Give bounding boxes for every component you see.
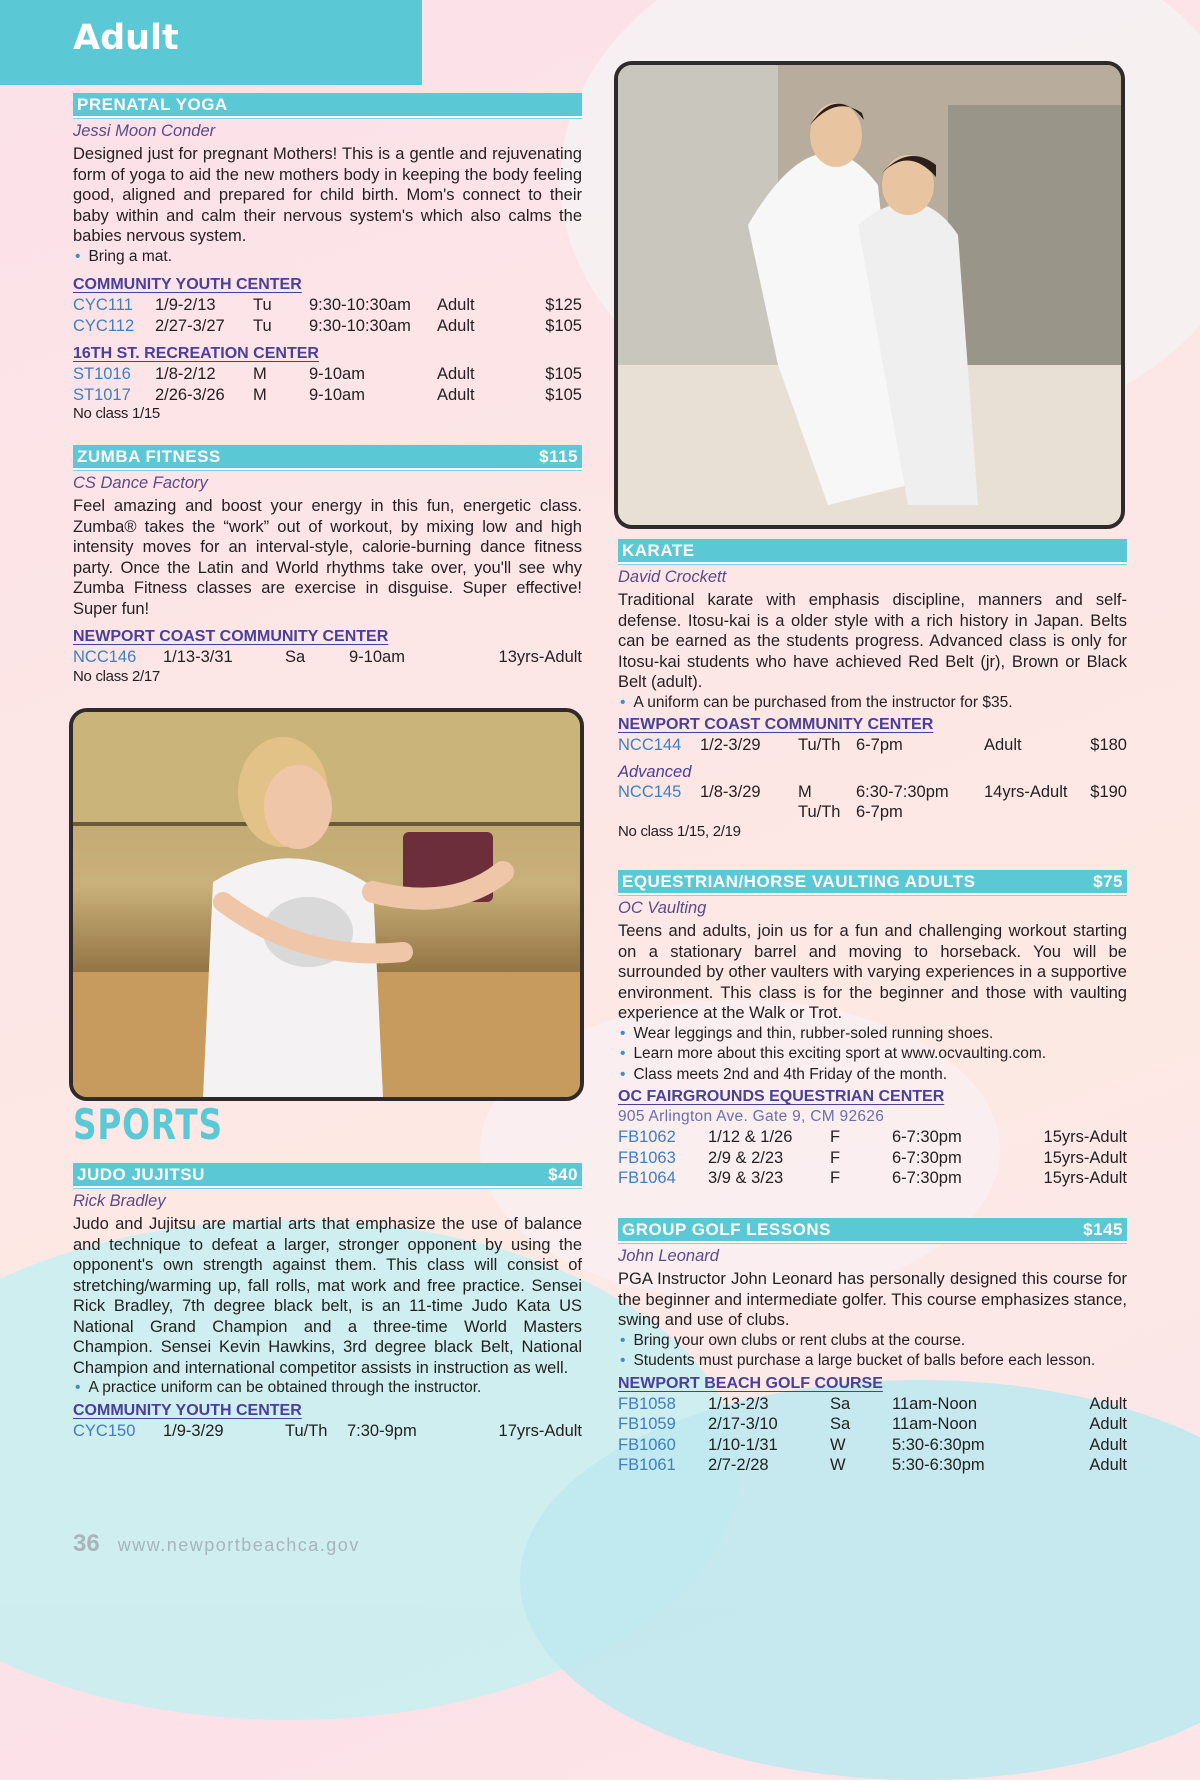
bullet-item: • Bring your own clubs or rent clubs at the course. <box>618 1331 1127 1352</box>
section-fee: $115 <box>539 447 578 466</box>
age: Adult <box>1089 1435 1127 1454</box>
fee: $125 <box>545 296 582 314</box>
table-row <box>618 1168 1127 1189</box>
bullet-item: • A uniform can be purchased from the instructor for $35. <box>618 693 1127 714</box>
table-row <box>73 295 582 316</box>
day: W <box>830 1435 846 1454</box>
age: Adult <box>1089 1394 1127 1413</box>
schedule-table <box>618 1127 1127 1189</box>
instructor-name: Rick Bradley <box>73 1192 166 1210</box>
table-row <box>73 647 582 668</box>
equestrian-section <box>618 870 1127 1189</box>
section-bar <box>73 1163 582 1188</box>
time: 5:30-6:30pm <box>892 1435 985 1454</box>
course-code[interactable]: FB1061 <box>618 1456 676 1474</box>
class-description: Feel amazing and boost your energy in this fun, energetic class. Zumba® takes the “work” out of workout, by mixing low and high intensity moves for an interval-style, calorie-burning dance fitness party. Once the Latin and World rhythms take over, you'll see why Zumba Fitness classes are exercise in disguise. Super effective! Super fun! <box>73 497 582 618</box>
golf-section <box>618 1218 1127 1476</box>
karate-illustration <box>618 65 1121 525</box>
table-row <box>618 1455 1127 1476</box>
course-code[interactable]: FB1062 <box>618 1128 676 1146</box>
schedule-table <box>73 295 582 336</box>
prenatal-yoga-section <box>73 93 582 423</box>
table-row <box>73 385 582 406</box>
section-fee: $40 <box>548 1165 578 1184</box>
age: Adult <box>984 736 1022 754</box>
fee: $105 <box>545 365 582 383</box>
age: Adult <box>1089 1415 1127 1433</box>
section-title: EQUESTRIAN/HORSE VAULTING ADULTS <box>622 872 976 891</box>
course-code[interactable]: CYC112 <box>73 316 135 335</box>
age: Adult <box>437 296 475 314</box>
section-bar <box>618 870 1127 895</box>
instructor-name: John Leonard <box>618 1247 719 1265</box>
age: 15yrs-Adult <box>1043 1169 1127 1187</box>
dates: 1/9-2/13 <box>155 296 216 314</box>
schedule-table <box>618 1394 1127 1476</box>
judo-section <box>73 1163 582 1441</box>
time: 6-7:30pm <box>892 1148 962 1167</box>
class-description: Traditional karate with emphasis discipline, manners and self-defense. Itosu-kai is a older style with a rich history in Japan. Belts can be earned as the students progress. Advanced class is only for Itosu-kai students who have achieved Red Belt (jr), Brown or Black Belt (adult). <box>618 591 1127 691</box>
section-title: GROUP GOLF LESSONS <box>622 1220 831 1239</box>
course-code[interactable]: ST1017 <box>73 385 131 404</box>
bullet-item: • Learn more about this exciting sport at www.ocvaulting.com. <box>618 1044 1127 1065</box>
karate-photo <box>614 61 1125 529</box>
page-title: Adult <box>73 18 179 58</box>
dates: 1/2-3/29 <box>700 736 761 754</box>
day: Sa <box>285 648 306 666</box>
schedule-table <box>618 735 1127 756</box>
table-row <box>618 1148 1127 1169</box>
course-code[interactable]: CYC150 <box>73 1421 136 1440</box>
bullet-item: • Students must purchase a large bucket of balls before each lesson. <box>618 1351 1127 1372</box>
section-bar <box>618 1218 1127 1243</box>
day: Tu/Th <box>798 803 841 821</box>
bullet-item: • Class meets 2nd and 4th Friday of the month. <box>618 1065 1127 1086</box>
day: F <box>830 1128 841 1146</box>
age <box>984 802 1076 823</box>
time: 9-10am <box>349 648 405 666</box>
header-bar <box>0 0 422 85</box>
dates: 3/9 & 3/23 <box>708 1169 784 1187</box>
bullet-item: • A practice uniform can be obtained through the instructor. <box>73 1378 582 1399</box>
dates: 2/27-3/27 <box>155 316 225 335</box>
fee: $105 <box>545 316 582 335</box>
instructor-name: David Crockett <box>618 568 727 586</box>
age: 14yrs-Adult <box>984 782 1068 801</box>
age: 17yrs-Adult <box>498 1421 582 1440</box>
table-row <box>73 1421 582 1442</box>
fee <box>1076 802 1127 823</box>
page-number: 36 <box>73 1530 100 1557</box>
schedule-table <box>73 647 582 668</box>
age: Adult <box>1089 1456 1127 1474</box>
dates: 2/9 & 2/23 <box>708 1148 784 1167</box>
instructor-name: OC Vaulting <box>618 899 707 917</box>
course-code[interactable]: FB1059 <box>618 1415 676 1433</box>
section-bar <box>73 93 582 118</box>
table-row <box>618 1435 1127 1456</box>
table-row <box>618 1127 1127 1148</box>
zumba-section <box>73 445 582 686</box>
course-code[interactable]: CYC111 <box>73 296 133 314</box>
day: M <box>798 782 812 801</box>
dates: 1/8-3/29 <box>700 782 761 801</box>
time: 6-7:30pm <box>892 1169 962 1187</box>
day: Tu <box>253 316 272 335</box>
dates: 1/9-3/29 <box>163 1421 224 1440</box>
day: Tu/Th <box>285 1421 328 1440</box>
location-name[interactable]: OC FAIRGROUNDS EQUESTRIAN CENTER <box>618 1088 945 1105</box>
section-title: ZUMBA FITNESS <box>77 447 221 466</box>
section-title: KARATE <box>622 541 695 560</box>
day: Sa <box>830 1394 851 1413</box>
age: 13yrs-Adult <box>498 648 582 666</box>
day: Sa <box>830 1415 851 1433</box>
schedule-note: No class 2/17 <box>73 667 160 685</box>
fee: $180 <box>1090 736 1127 754</box>
schedule-table <box>73 1421 582 1442</box>
schedule-table <box>73 364 582 405</box>
location-name[interactable]: 16TH ST. RECREATION CENTER <box>73 345 319 362</box>
dates: 1/8-2/12 <box>155 365 216 383</box>
dancer-illustration <box>73 712 580 1097</box>
course-code[interactable]: ST1016 <box>73 365 131 383</box>
table-row <box>618 782 1127 803</box>
sports-heading: SPORTS <box>73 1100 223 1149</box>
course-code[interactable]: FB1060 <box>618 1435 676 1454</box>
time: 6-7pm <box>856 803 903 821</box>
location-name[interactable]: COMMUNITY YOUTH CENTER <box>73 276 302 293</box>
karate-section <box>618 539 1127 841</box>
course-code[interactable]: FB1064 <box>618 1169 676 1187</box>
class-description: Judo and Jujitsu are martial arts that emphasize the use of balance and technique to defeat a larger, stronger opponent by using the opponent's own strength against them. This class will consist of stretching/warming up, fall rolls, mat work and free practice. Sensei Rick Bradley, 7th degree black belt, is an 11-time Judo Kata US National Grand Champion and a three-time World Masters Champion. Sensei Kevin Hawkins, 3rd degree black Belt, National Champion and international competitor assists in instruction as well. <box>73 1215 582 1377</box>
day: F <box>830 1169 841 1187</box>
dates: 1/13-2/3 <box>708 1394 769 1413</box>
section-title: JUDO JUJITSU <box>77 1165 205 1184</box>
location-name[interactable]: NEWPORT COAST COMMUNITY CENTER <box>618 716 934 733</box>
dates: 1/10-1/31 <box>708 1435 778 1454</box>
section-fee: $145 <box>1083 1220 1123 1239</box>
bullet-item: • Bring a mat. <box>73 247 582 268</box>
instructor-name: Jessi Moon Conder <box>73 122 216 140</box>
day: M <box>253 385 267 404</box>
location-name[interactable]: COMMUNITY YOUTH CENTER <box>73 1401 302 1419</box>
section-fee: $75 <box>1093 872 1123 891</box>
dates: 2/26-3/26 <box>155 385 225 404</box>
time: 9-10am <box>309 365 365 383</box>
table-row <box>618 802 1127 823</box>
day: M <box>253 365 267 383</box>
fee: $190 <box>1090 782 1127 801</box>
section-bar <box>73 445 582 470</box>
table-row <box>73 316 582 337</box>
day: F <box>830 1148 841 1167</box>
instructor-name: CS Dance Factory <box>73 474 208 492</box>
age: 15yrs-Adult <box>1043 1148 1127 1167</box>
location-address: 905 Arlington Ave. Gate 9, CM 92626 <box>618 1108 885 1125</box>
course-code[interactable]: NCC144 <box>618 736 682 754</box>
day: Tu <box>253 296 272 314</box>
time: 9:30-10:30am <box>309 316 411 335</box>
table-row <box>618 1414 1127 1435</box>
zumba-photo <box>69 708 584 1101</box>
dates: 1/13-3/31 <box>163 648 233 666</box>
age: Adult <box>437 316 475 335</box>
table-row <box>618 1394 1127 1415</box>
website-link[interactable]: www.newportbeachca.gov <box>117 1535 360 1555</box>
course-code[interactable]: FB1058 <box>618 1394 676 1413</box>
time: 9-10am <box>309 385 365 404</box>
location-name[interactable]: NEWPORT BEACH GOLF COURSE <box>618 1374 883 1392</box>
dates: 1/12 & 1/26 <box>708 1128 793 1146</box>
time: 5:30-6:30pm <box>892 1456 985 1474</box>
schedule-note: No class 1/15, 2/19 <box>618 822 741 840</box>
section-bar <box>618 539 1127 564</box>
time: 11am-Noon <box>892 1415 977 1433</box>
dates: 2/17-3/10 <box>708 1415 778 1433</box>
class-description: Teens and adults, join us for a fun and challenging workout starting on a stationary barrel and moving to horseback. You will be surrounded by other vaulters with varying experiences in a supportive environment. This class is for the beginner and those with vaulting experience at the Walk or Trot. <box>618 922 1127 1022</box>
dates <box>700 802 798 823</box>
age: Adult <box>437 385 475 404</box>
table-row <box>618 735 1127 756</box>
course-code[interactable]: FB1063 <box>618 1148 676 1167</box>
schedule-note: No class 1/15 <box>73 405 160 422</box>
class-description: Designed just for pregnant Mothers! This is a gentle and rejuvenating form of yoga to aid the new mothers body in keeping the body feeling good, aligned and prepared for child birth. Mom's connect to their baby within and calm their nervous system's which also calms the babies nervous system. <box>73 145 582 245</box>
course-code <box>618 802 700 823</box>
time: 9:30-10:30am <box>309 296 411 314</box>
fee: $105 <box>545 385 582 404</box>
time: 6:30-7:30pm <box>856 782 949 801</box>
dates: 2/7-2/28 <box>708 1456 769 1474</box>
day: Tu/Th <box>798 736 841 754</box>
class-description: PGA Instructor John Leonard has personally designed this course for the beginner and intermediate golfer. This course emphasizes stance, swing and use of clubs. <box>618 1270 1127 1329</box>
course-code[interactable]: NCC145 <box>618 782 682 801</box>
schedule-table <box>618 782 1127 823</box>
day: W <box>830 1456 846 1474</box>
course-code[interactable]: NCC146 <box>73 648 137 666</box>
advanced-label: Advanced <box>618 762 692 781</box>
section-title: PRENATAL YOGA <box>77 95 228 114</box>
page-footer <box>73 1530 360 1558</box>
time: 11am-Noon <box>892 1394 977 1413</box>
location-name[interactable]: NEWPORT COAST COMMUNITY CENTER <box>73 628 389 645</box>
age: 15yrs-Adult <box>1043 1128 1127 1146</box>
bullet-item: • Wear leggings and thin, rubber-soled running shoes. <box>618 1024 1127 1045</box>
time: 6-7:30pm <box>892 1128 962 1146</box>
table-row <box>73 364 582 385</box>
age: Adult <box>437 365 475 383</box>
time: 6-7pm <box>856 736 903 754</box>
time: 7:30-9pm <box>347 1421 417 1440</box>
